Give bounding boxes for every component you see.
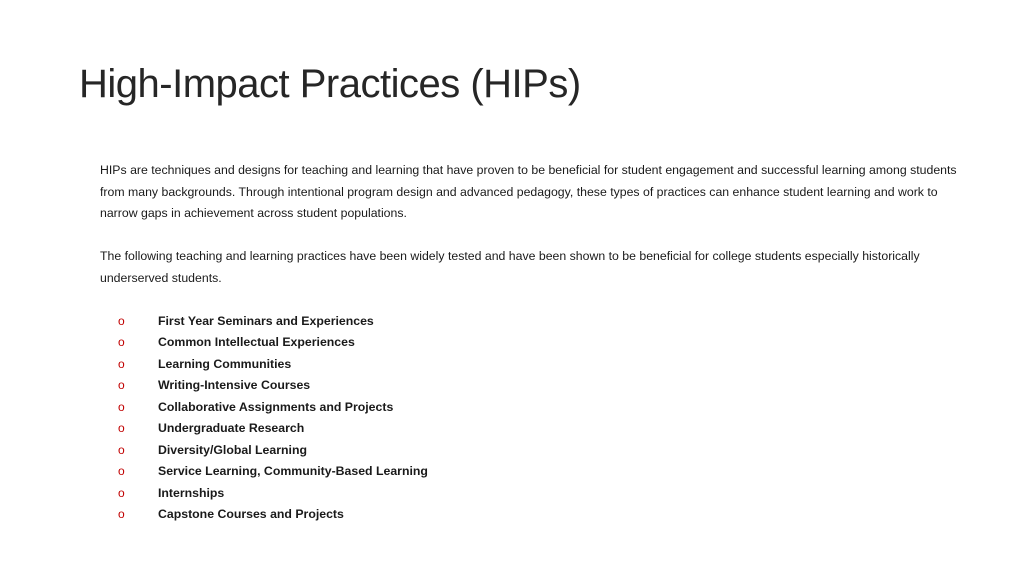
circle-bullet-icon: o	[118, 485, 125, 500]
practice-label: Capstone Courses and Projects	[158, 507, 344, 521]
practice-label: Common Intellectual Experiences	[158, 335, 355, 349]
list-item	[100, 354, 960, 376]
practice-label: Undergraduate Research	[158, 421, 305, 435]
list-item	[100, 311, 960, 333]
practice-label: Internships	[158, 485, 225, 500]
practice-label: Writing-Intensive Courses	[158, 378, 311, 392]
practices-list	[100, 311, 960, 526]
circle-bullet-icon: o	[118, 313, 125, 328]
circle-bullet-icon: o	[118, 356, 125, 371]
list-item	[100, 397, 960, 419]
circle-bullet-icon: o	[118, 335, 125, 349]
list-item	[100, 375, 960, 397]
list-item	[100, 461, 960, 483]
practice-label: Collaborative Assignments and Projects	[158, 399, 394, 414]
practice-label: Diversity/Global Learning	[158, 442, 307, 457]
intro-paragraph: HIPs are techniques and designs for teaching and learning that have proven to be beneficial for student engagement and successful learning among students from many backgrounds. Through intentional program design and advanced pedagogy, these types of practices can enhance student learning and work to narrow gaps in achievement across student populations.	[100, 163, 957, 220]
list-item	[100, 440, 960, 462]
list-item	[100, 483, 960, 505]
circle-bullet-icon: o	[118, 378, 125, 392]
practice-label: Service Learning, Community-Based Learning	[158, 464, 428, 478]
list-item	[100, 332, 960, 354]
slide-body	[100, 160, 960, 526]
practice-label: First Year Seminars and Experiences	[158, 313, 374, 328]
list-item	[100, 504, 960, 526]
list-item	[100, 418, 960, 440]
practice-label: Learning Communities	[158, 356, 292, 371]
circle-bullet-icon: o	[118, 507, 125, 521]
circle-bullet-icon: o	[118, 421, 125, 435]
circle-bullet-icon: o	[118, 399, 125, 414]
circle-bullet-icon: o	[118, 464, 125, 478]
slide-title: High-Impact Practices (HIPs)	[79, 62, 581, 106]
practices-lead-paragraph: The following teaching and learning practices have been widely tested and have been shown to be beneficial for college students especially historically underserved students.	[100, 249, 920, 285]
circle-bullet-icon: o	[118, 442, 125, 457]
